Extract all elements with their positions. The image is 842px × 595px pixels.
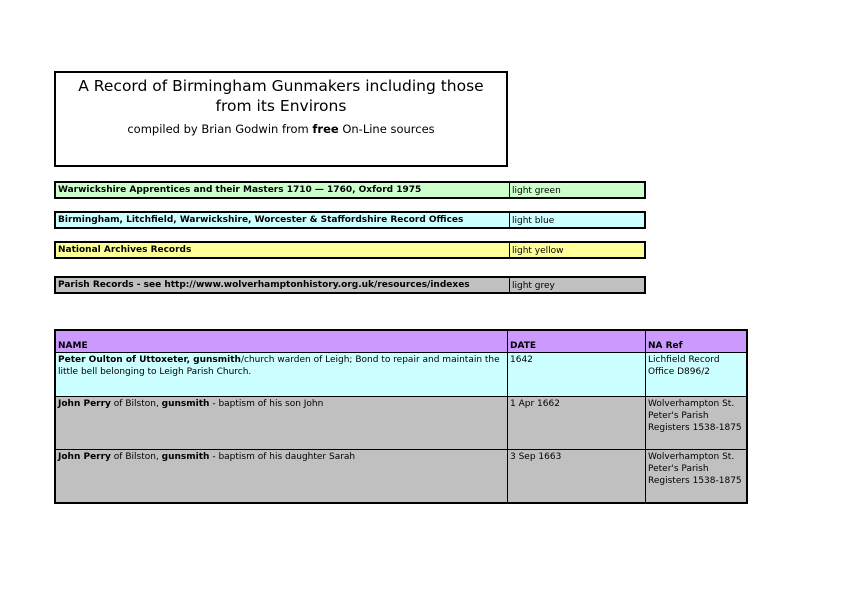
record-place: of Bilston,: [110, 399, 162, 409]
record-place: of Bilston,: [110, 452, 162, 462]
cell-date: 1642: [508, 353, 646, 397]
legend-row-green: [54, 181, 646, 199]
legend-label: Parish Records - see http://www.wolverhamptonhistory.org.uk/resources/indexes: [56, 278, 510, 292]
records-table: [54, 329, 748, 504]
legend-color-name: light yellow: [512, 246, 564, 256]
cell-date: 1 Apr 1662: [508, 397, 646, 450]
legend-color-name: light grey: [512, 281, 555, 291]
record-description: - baptism of his daughter Sarah: [209, 452, 356, 462]
record-trade: gunsmith: [161, 452, 210, 462]
legend-row-yellow: [54, 241, 646, 259]
legend-color-name: light blue: [512, 216, 555, 226]
legend-label: Birmingham, Litchfield, Warwickshire, Worcester & Staffordshire Record Offices: [56, 213, 510, 227]
record-description: - baptism of his son John: [209, 399, 324, 409]
legend-row-blue: [54, 211, 646, 229]
legend-color-name: light green: [512, 186, 561, 196]
legend-label: National Archives Records: [56, 243, 510, 257]
record-description: /church warden of Leigh; Bond to repair and maintain the little bell belonging to Leigh Parish Church.: [58, 355, 500, 377]
page-subtitle: [56, 122, 506, 136]
header-date: DATE: [508, 330, 646, 353]
cell-name: [55, 397, 508, 450]
record-trade: gunsmith: [161, 399, 210, 409]
table-header-row: [55, 330, 747, 353]
cell-name: [55, 450, 508, 503]
cell-ref: Wolverhampton St. Peter's Parish Registers 1538-1875: [646, 397, 748, 450]
title-box: [54, 71, 508, 167]
cell-name: [55, 353, 508, 397]
legend-row-grey: [54, 276, 646, 294]
record-subject: Peter Oulton of Uttoxeter, gunsmith: [58, 355, 241, 365]
table-row: [55, 450, 747, 503]
header-ref: NA Ref: [646, 330, 748, 353]
subtitle-suffix: On-Line sources: [338, 122, 435, 136]
page-title: A Record of Birmingham Gunmakers including those from its Environs: [78, 77, 484, 115]
legend-label: Warwickshire Apprentices and their Masters 1710 — 1760, Oxford 1975: [56, 183, 510, 197]
cell-date: 3 Sep 1663: [508, 450, 646, 503]
record-subject: John Perry: [58, 452, 111, 462]
table-row: [55, 353, 747, 397]
cell-ref: Lichfield Record Office D896/2: [646, 353, 748, 397]
table-row: [55, 397, 747, 450]
header-name: NAME: [55, 330, 508, 353]
cell-ref: Wolverhampton St. Peter's Parish Registers 1538-1875: [646, 450, 748, 503]
record-subject: John Perry: [58, 399, 111, 409]
subtitle-prefix: compiled by Brian Godwin from: [127, 122, 313, 136]
subtitle-emphasis: free: [312, 122, 339, 136]
